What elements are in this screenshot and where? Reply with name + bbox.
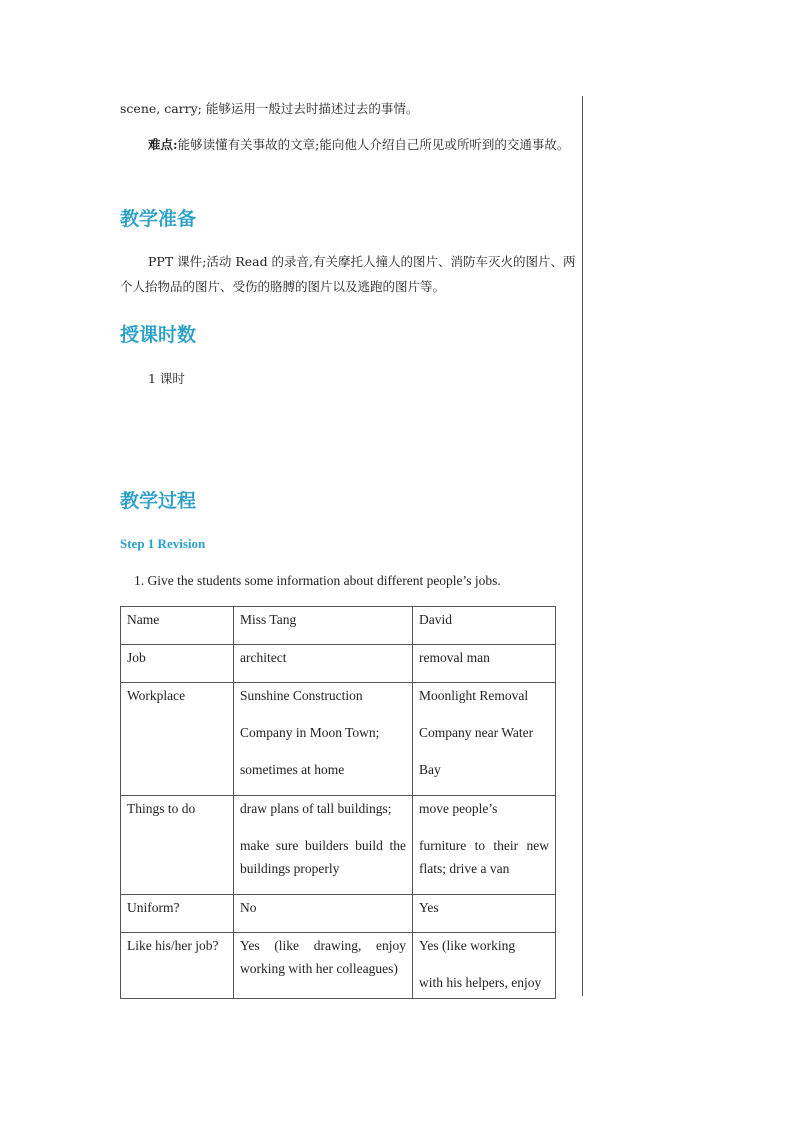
row-label: Like his/her job? bbox=[121, 933, 234, 999]
cell-line: Moonlight Removal bbox=[419, 688, 529, 703]
cell-line: Company near Water bbox=[419, 725, 534, 740]
prep-heading: 教学准备 bbox=[120, 208, 197, 230]
cell-line: architect bbox=[240, 650, 287, 665]
cell-line: No bbox=[240, 900, 257, 915]
table-row bbox=[121, 933, 556, 999]
hours-heading: 授课时数 bbox=[120, 324, 197, 346]
difficulty-paragraph bbox=[120, 132, 578, 157]
table-header-row bbox=[121, 607, 556, 645]
intro-line bbox=[120, 96, 578, 121]
row-label: Workplace bbox=[121, 683, 234, 796]
cell bbox=[413, 683, 556, 796]
table-row bbox=[121, 645, 556, 683]
cell bbox=[234, 895, 413, 933]
cell-line: flats; drive a van bbox=[419, 861, 510, 876]
right-margin-rule bbox=[582, 96, 583, 996]
table-row bbox=[121, 796, 556, 895]
table-row bbox=[121, 895, 556, 933]
cell bbox=[234, 645, 413, 683]
cell-line: Yes (like drawing, enjoy bbox=[240, 938, 406, 953]
cell-line: furniture to their new bbox=[419, 838, 549, 853]
cell-line: make sure builders build the bbox=[240, 838, 406, 853]
cell-line: draw plans of tall buildings; bbox=[240, 801, 392, 816]
header-cell: Name bbox=[121, 607, 234, 645]
header-cell: Miss Tang bbox=[234, 607, 413, 645]
cell-line: Sunshine Construction bbox=[240, 688, 363, 703]
difficulty-label: 难点: bbox=[148, 137, 178, 152]
cell-line: Bay bbox=[419, 762, 441, 777]
header-cell: David bbox=[413, 607, 556, 645]
table-row bbox=[121, 683, 556, 796]
cell-line: Yes (like working bbox=[419, 938, 516, 953]
cell-line: Company in Moon Town; bbox=[240, 725, 380, 740]
difficulty-text: 能够读懂有关事故的文章;能向他人介绍自己所见或所听到的交通事故。 bbox=[177, 137, 570, 152]
step-title: Step 1 Revision bbox=[120, 536, 206, 551]
cell-line: buildings properly bbox=[240, 861, 340, 876]
cell bbox=[413, 895, 556, 933]
cell-line: move people’s bbox=[419, 801, 498, 816]
cell bbox=[413, 645, 556, 683]
cell bbox=[234, 933, 413, 999]
row-label: Things to do bbox=[121, 796, 234, 895]
jobs-table bbox=[120, 606, 556, 999]
cell-line: with his helpers, enjoy bbox=[419, 975, 542, 990]
cell-line: removal man bbox=[419, 650, 490, 665]
prep-paragraph: PPT 课件;活动 Read 的录音,有关摩托人撞人的图片、消防车灭火的图片、两个人抬物品的图片、受伤的胳膊的图片以及逃跑的图片等。 bbox=[120, 254, 576, 294]
cell-line: Yes bbox=[419, 900, 439, 915]
cell bbox=[234, 683, 413, 796]
row-label: Job bbox=[121, 645, 234, 683]
cell-line: sometimes at home bbox=[240, 762, 345, 777]
cell bbox=[234, 796, 413, 895]
row-label: Uniform? bbox=[121, 895, 234, 933]
process-heading: 教学过程 bbox=[120, 490, 197, 512]
cell bbox=[413, 796, 556, 895]
step-item-1: 1. Give the students some information about different people’s jobs. bbox=[134, 573, 501, 588]
intro-text: scene, carry; 能够运用一般过去时描述过去的事情。 bbox=[120, 101, 419, 116]
cell bbox=[413, 933, 556, 999]
hours-text: 1 课时 bbox=[148, 371, 185, 386]
cell-line: working with her colleagues) bbox=[240, 961, 398, 976]
